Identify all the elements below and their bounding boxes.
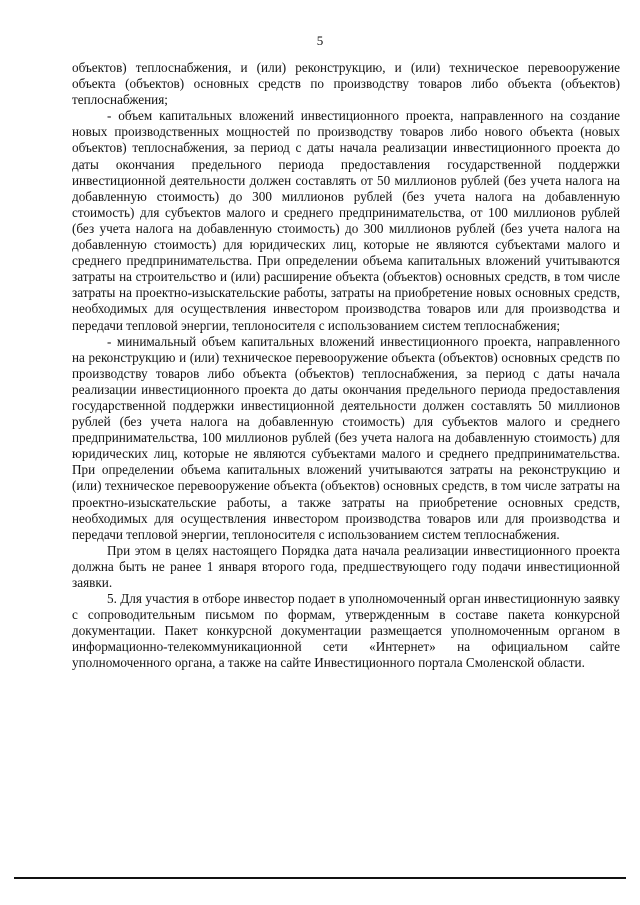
paragraph-continuation: объектов) теплоснабжения, и (или) реконструкцию, и (или) техническое перевооружение объекта (объектов) основных средств по производству товаров либо объекта (объектов) теплоснабжения; — [72, 60, 620, 108]
paragraph-new-capacity-investment: - объем капитальных вложений инвестиционного проекта, направленного на создание новых производственных мощностей по производству товаров либо нового объекта (новых объектов) теплоснабжения, за период с даты начала реализации инвестиционного проекта до даты окончания предельного периода предоставления государственной поддержки инвестиционной деятельности должен составлять от 50 миллионов рублей (без учета налога на добавленную стоимость) до 300 миллионов рублей (без учета налога на добавленную стоимость) для субъектов малого и среднего предпринимательства, от 100 миллионов рублей (без учета налога на добавленную стоимость) до 300 миллионов рублей (без учета налога на добавленную стоимость) для юридических лиц, которые не являются субъектами малого и среднего предпринимательства. При определении объема капитальных вложений учитываются затраты на строительство и (или) расширение объекта (объектов) основных средств, в том числе затраты на проектно-изыскательские работы, затраты на приобретение новых основных средств, необходимых для осуществления инвестором производства товаров или для производства и передачи тепловой энергии, теплоносителя с использованием систем теплоснабжения; — [72, 108, 620, 333]
paragraph-section-5: 5. Для участия в отборе инвестор подает в уполномоченный орган инвестиционную заявку с сопроводительным письмом по формам, утвержденным в составе пакета конкурсной документации. Пакет конкурсной документации размещается уполномоченным органом в информационно-телекоммуникационной сети «Интернет» на официальном сайте уполномоченного органа, а также на сайте Инвестиционного портала Смоленской области. — [72, 591, 620, 671]
paragraph-reconstruction-investment: - минимальный объем капитальных вложений инвестиционного проекта, направленного на реконструкцию и (или) техническое перевооружение объекта (объектов) основных средств по производству товаров либо объекта (объектов) теплоснабжения, за период с даты начала реализации инвестиционного проекта до даты окончания предельного периода предоставления государственной поддержки инвестиционной деятельности должен составлять 50 миллионов рублей (без учета налога на добавленную стоимость) для субъектов малого и среднего предпринимательства, 100 миллионов рублей (без учета налога на добавленную стоимость) для юридических лиц, которые не являются субъектами малого и среднего предпринимательства. При определении объема капитальных вложений учитываются затраты на реконструкцию и (или) техническое перевооружение объекта (объектов) основных средств, в том числе затраты на проектно-изыскательские работы, а также затраты на приобретение основных средств, необходимых для осуществления инвестором производства товаров или для производства и передачи тепловой энергии, теплоносителя с использованием систем теплоснабжения. — [72, 333, 620, 542]
document-body — [72, 60, 620, 672]
page-bottom-rule — [14, 877, 626, 879]
page-number: 5 — [316, 33, 324, 48]
paragraph-start-date: При этом в целях настоящего Порядка дата начала реализации инвестиционного проекта должна быть не ранее 1 января второго года, предшествующего году подачи инвестиционной заявки. — [72, 542, 620, 590]
